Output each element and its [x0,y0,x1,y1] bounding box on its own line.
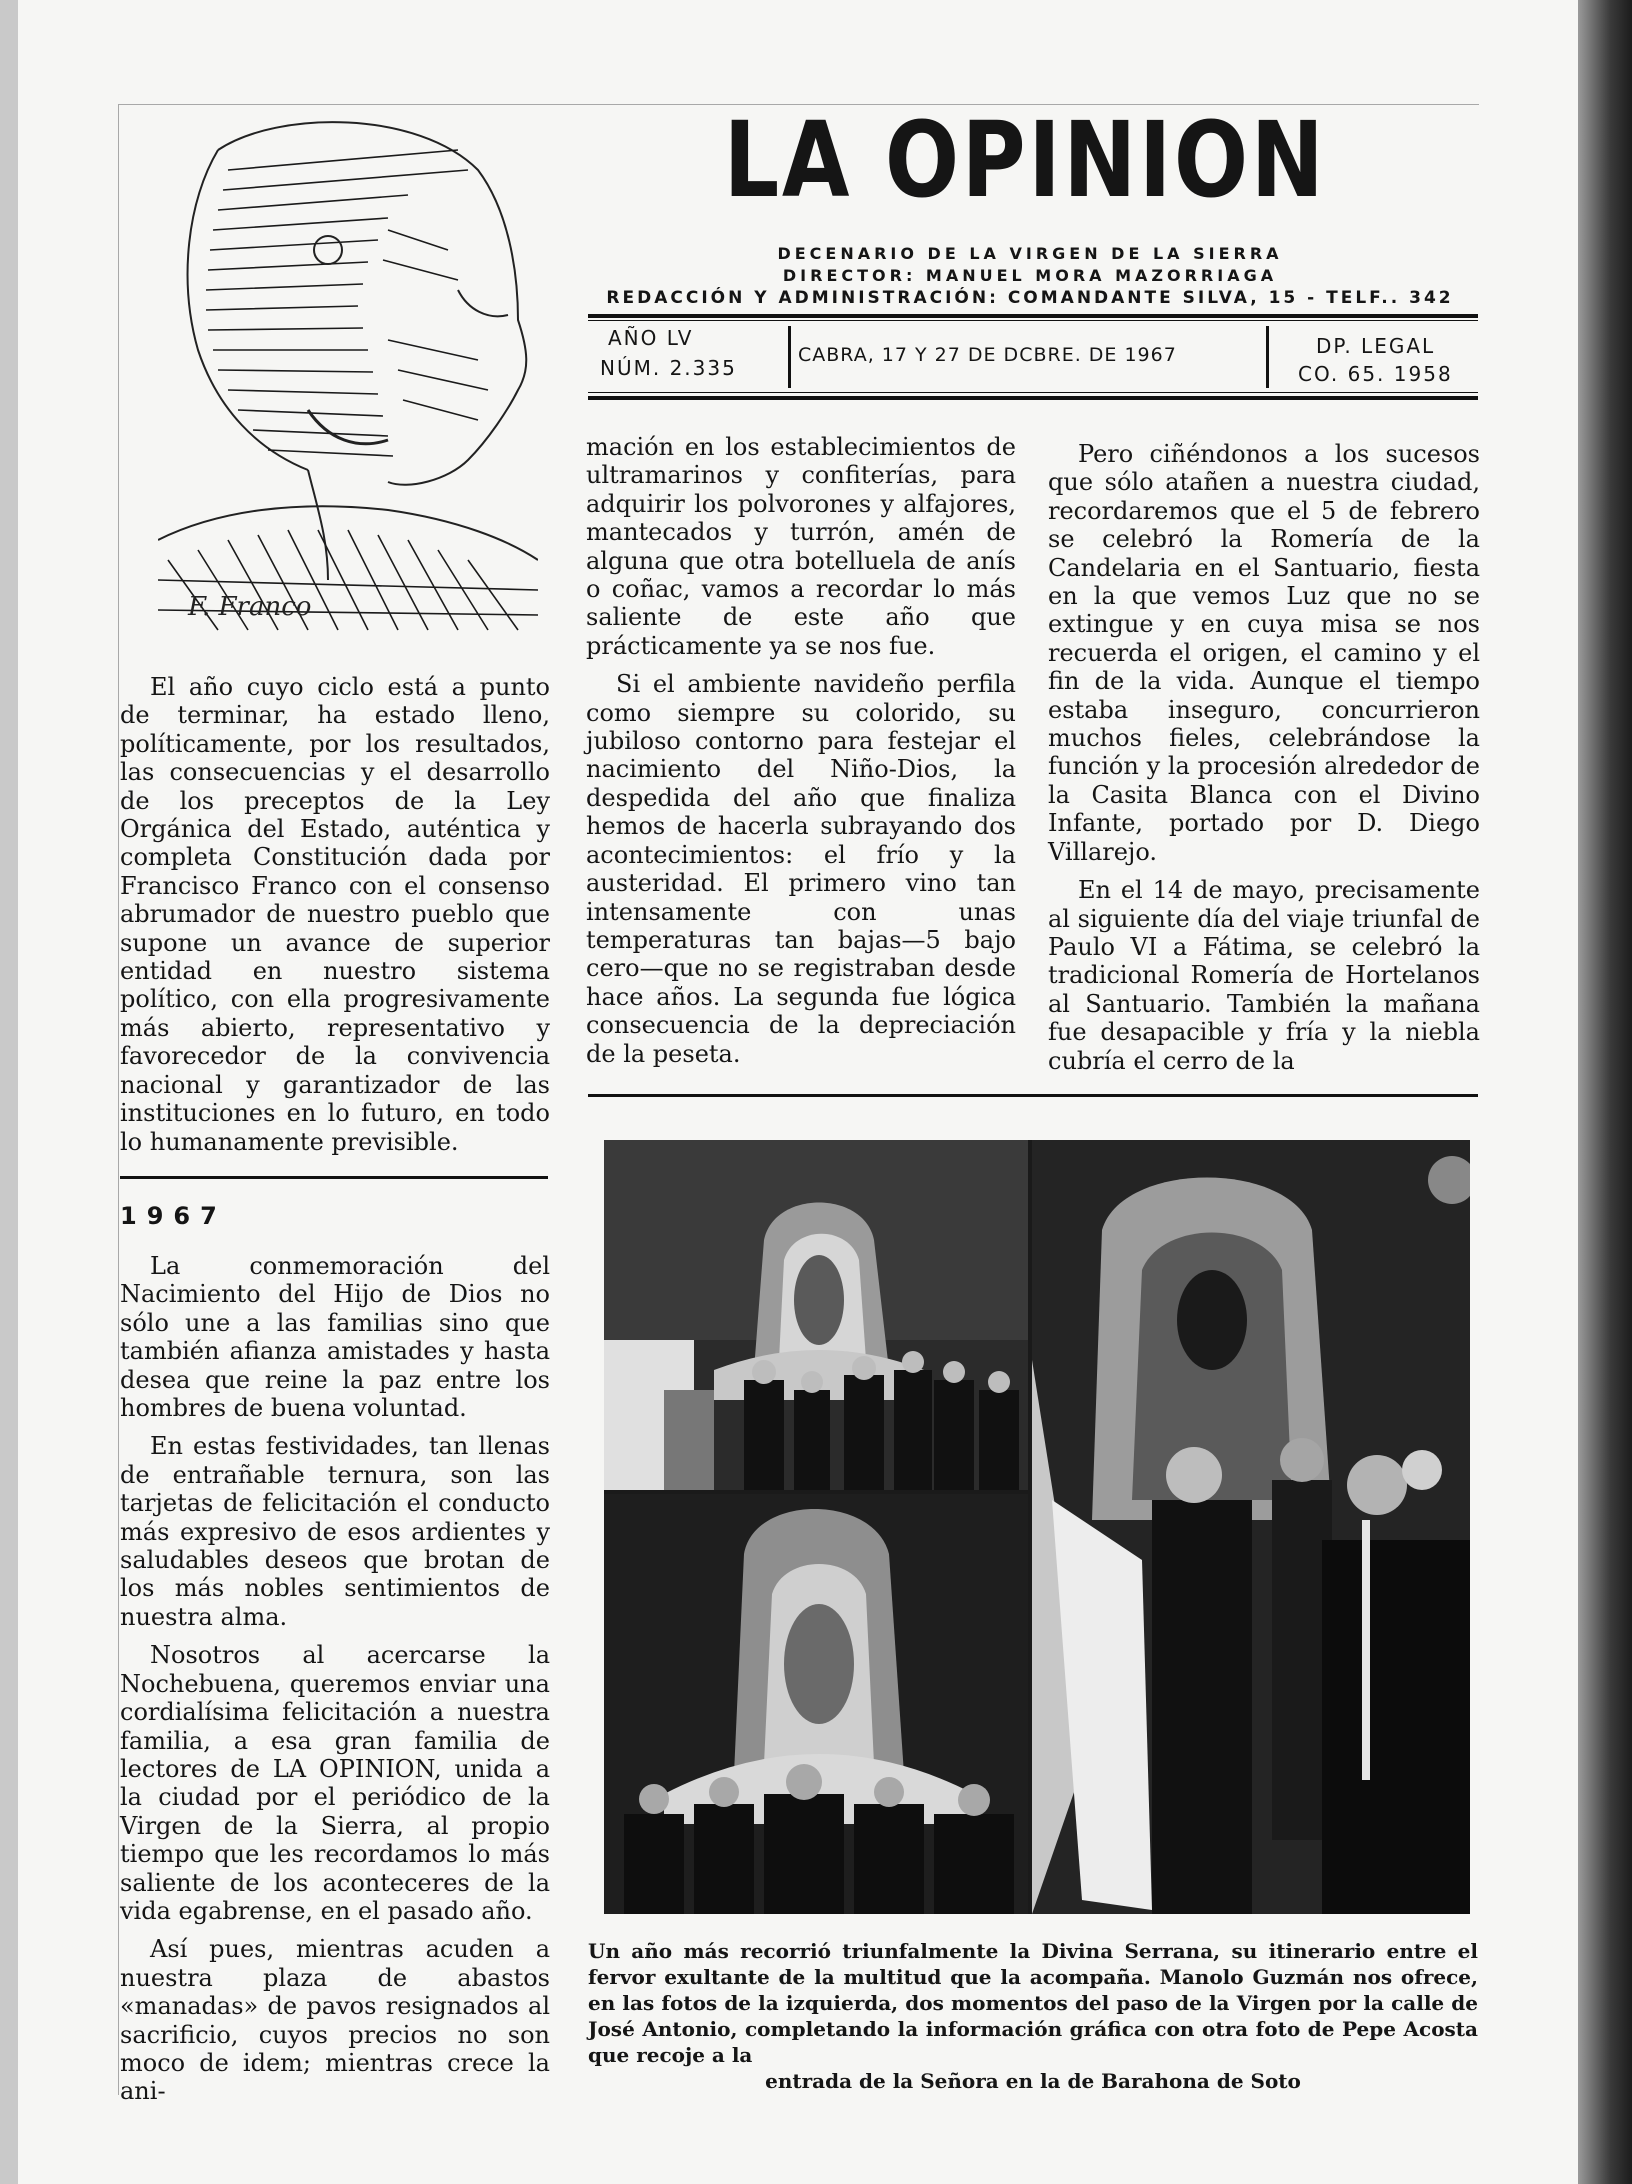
legal-deposit-number: CO. 65. 1958 [1298,362,1453,386]
photo-collage [604,1140,1470,1914]
column-right [1048,440,1480,1085]
column-left-body [120,1252,550,2116]
masthead-title: LA OPINION [723,99,1327,221]
right-paragraph-1: Pero ciñéndonos a los sucesos que sólo atañen a nuestra ciudad, recordaremos que el 5 de febrero se celebró la Romería de la Candelaria en el Santuario, fiesta en la que vemos Luz que no se extingue y en cuya misa se nos recuerda el origen, el camino y el fin de la vida. Aunque el tiempo estaba inseguro, concurrieron muchos fieles, celebrándose la función y la procesión alrededor de la Casita Blanca con el Divino Infante, portado por D. Diego Villarejo. [1048,440,1480,866]
masthead-address: REDACCIÓN Y ADMINISTRACIÓN: COMANDANTE SILVA, 15 - TELF.. 342 [606,288,1454,308]
column-left-intro [120,673,550,1166]
middle-paragraph-1: mación en los establecimientos de ultramarinos y confiterías, para adquirir los polvorones y alfajores, mantecados y turrón, amén de alguna que otra botelluela de anís o coñac, vamos a recordar lo más saliente de este año que prácticamente ya se nos fue. [586,433,1016,660]
masthead-rule-bottom-thin [588,392,1478,393]
middle-paragraph-2: Si el ambiente navideño perfila como siempre su colorido, su jubiloso contorno para festejar el nacimiento del Niño-Dios, la despedida del año que finaliza hemos de hacerla subrayando dos acontecimientos: el frío y la austeridad. El primero vino tan intensamente con unas temperaturas tan bajas—5 bajo cero—que no se registraban desde hace años. La segunda fue lógica consecuencia de la depreciación de la peseta. [586,670,1016,1068]
photo-procession-bottom-left [604,1494,1028,1914]
left-paragraph-3: Nosotros al acercarse la Nochebuena, queremos enviar una cordialísima felicitación a nuestra familia, a esa gran familia de lectores de LA OPINION, unida a la ciudad por el periódico de la Virgen de la Sierra, al propio tiempo que les recordamos lo más saliente de los aconteceres de la vida egabrense, en el pasado año. [120,1641,550,1925]
photo-caption-last-line: entrada de la Señora en la de Barahona de Soto [765,2069,1301,2093]
info-divider-right [1266,326,1269,388]
masthead-rule-top-thin [588,320,1478,321]
photo-procession-top-left [604,1140,1028,1490]
photo-separator-rule [588,1094,1478,1097]
masthead-rule-bottom [588,396,1478,400]
masthead-subtitle: DECENARIO DE LA VIRGEN DE LA SIERRA [777,244,1283,263]
issue-year: AÑO LV [608,326,694,350]
left-paragraph-2: En estas festividades, tan llenas de entrañable ternura, son las tarjetas de felicitación el conducto más expresivo de esos ardientes y saludables deseos que brotan de los más nobles sentimientos de nuestra alma. [120,1432,550,1631]
left-paragraph-4: Así pues, mientras acuden a nuestra plaza de abastos «manadas» de pavos resignados al sacrificio, cuyos precios no son moco de idem; mientras crece la ani- [120,1935,550,2106]
right-paragraph-2: En el 14 de mayo, precisamente al siguiente día del viaje triunfal de Paulo VI a Fátima, se celebró la tradicional Romería de Hortelanos al Santuario. También la mañana fue desapacible y fría y la niebla cubría el cerro de la [1048,876,1480,1075]
photo-caption-text: Un año más recorrió triunfalmente la Divina Serrana, su itinerario entre el fervor exultante de la multitud que la acompaña. Manolo Guzmán nos ofrece, en las fotos de la izquierda, dos momentos del paso de la Virgen por la calle de José Antonio, completando la información gráfica con otra foto de Pepe Acosta que recoje a la [588,1939,1478,2067]
intro-paragraph: El año cuyo ciclo está a punto de terminar, ha estado lleno, políticamente, por los resultados, las consecuencias y el desarrollo de los preceptos de la Ley Orgánica del Estado, auténtica y completa Constitución dada por Francisco Franco con el consenso abrumador de nuestro pueblo que supone un avance de superior entidad en nuestro sistema político, con ella progresivamente más abierto, representativo y favorecedor de la convivencia nacional y garantizador de las instituciones en lo futuro, en todo lo humanamente previsible. [120,673,550,1156]
photo-procession-right [1032,1140,1470,1914]
portrait-illustration [158,110,538,640]
portrait-signature: F. Franco [188,592,312,622]
masthead-rule-top [588,314,1478,318]
column-middle [586,433,1016,1078]
section-title-1967: 1967 [120,1202,227,1230]
book-spine [1578,0,1632,2184]
info-divider-left [788,326,791,388]
photo-caption [588,1938,1478,2094]
legal-deposit-label: DP. LEGAL [1316,334,1436,358]
left-paragraph-1: La conmemoración del Nacimiento del Hijo de Dios no sólo une a las familias sino que también afianza amistades y hasta desea que reine la paz entre los hombres de buena voluntad. [120,1252,550,1423]
masthead-director: DIRECTOR: MANUEL MORA MAZORRIAGA [782,266,1278,285]
issue-date: CABRA, 17 Y 27 DE DCBRE. DE 1967 [798,344,1177,366]
section-rule [120,1176,548,1179]
issue-number: NÚM. 2.335 [600,356,737,380]
